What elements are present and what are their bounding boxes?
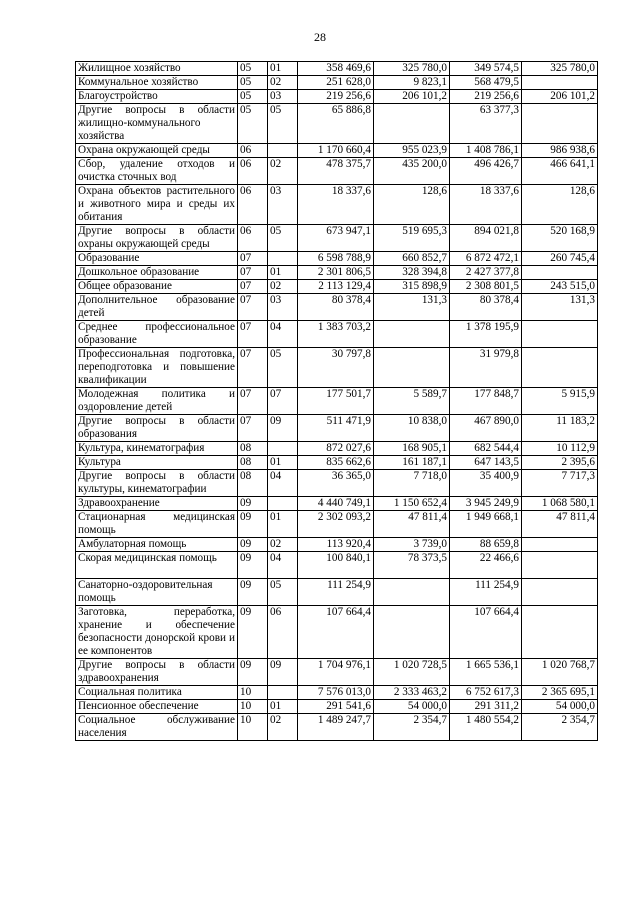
value-4: 2 365 695,1	[522, 686, 598, 700]
value-2: 128,6	[374, 185, 450, 225]
value-3: 496 426,7	[450, 158, 522, 185]
page-number: 28	[314, 30, 326, 44]
value-1: 1 383 703,2	[298, 321, 374, 348]
value-1: 107 664,4	[298, 606, 374, 659]
value-2: 519 695,3	[374, 225, 450, 252]
value-1: 1 489 247,7	[298, 714, 374, 741]
section-code: 10	[238, 714, 268, 741]
value-2: 131,3	[374, 294, 450, 321]
section-code: 09	[238, 606, 268, 659]
table-row	[76, 294, 598, 321]
section-code: 07	[238, 266, 268, 280]
value-4: 243 515,0	[522, 280, 598, 294]
subsection-code: 04	[268, 470, 298, 497]
section-code: 07	[238, 388, 268, 415]
value-1: 2 302 093,2	[298, 511, 374, 538]
section-code: 05	[238, 104, 268, 144]
table-row	[76, 415, 598, 442]
row-name: Культура	[76, 456, 238, 470]
value-2: 168 905,1	[374, 442, 450, 456]
value-3: 647 143,5	[450, 456, 522, 470]
value-1: 2 113 129,4	[298, 280, 374, 294]
table-row	[76, 442, 598, 456]
row-name: Дополнительное образование детей	[76, 294, 238, 321]
table-row	[76, 606, 598, 659]
section-code: 06	[238, 158, 268, 185]
value-2: 161 187,1	[374, 456, 450, 470]
value-1: 4 440 749,1	[298, 497, 374, 511]
value-2: 660 852,7	[374, 252, 450, 266]
value-2: 435 200,0	[374, 158, 450, 185]
section-code: 07	[238, 415, 268, 442]
row-name: Образование	[76, 252, 238, 266]
value-1: 872 027,6	[298, 442, 374, 456]
value-1: 113 920,4	[298, 538, 374, 552]
subsection-code: 05	[268, 104, 298, 144]
section-code: 09	[238, 497, 268, 511]
section-code: 06	[238, 185, 268, 225]
subsection-code: 05	[268, 348, 298, 388]
subsection-code: 01	[268, 62, 298, 76]
table-row	[76, 700, 598, 714]
row-name: Другие вопросы в области охраны окружающей среды	[76, 225, 238, 252]
value-2: 78 373,5	[374, 552, 450, 579]
value-2: 7 718,0	[374, 470, 450, 497]
subsection-code: 03	[268, 90, 298, 104]
value-2: 54 000,0	[374, 700, 450, 714]
value-3: 6 872 472,1	[450, 252, 522, 266]
value-2	[374, 606, 450, 659]
value-4	[522, 76, 598, 90]
value-2: 10 838,0	[374, 415, 450, 442]
value-3: 1 949 668,1	[450, 511, 522, 538]
subsection-code: 09	[268, 415, 298, 442]
value-4	[522, 266, 598, 280]
subsection-code: 03	[268, 294, 298, 321]
row-name: Культура, кинематография	[76, 442, 238, 456]
value-4	[522, 104, 598, 144]
value-1: 7 576 013,0	[298, 686, 374, 700]
row-name: Профессиональная подготовка, переподготовка и повышение квалификации	[76, 348, 238, 388]
value-4: 2 354,7	[522, 714, 598, 741]
table-row	[76, 497, 598, 511]
section-code: 07	[238, 348, 268, 388]
subsection-code: 09	[268, 659, 298, 686]
table-row	[76, 456, 598, 470]
subsection-code: 02	[268, 538, 298, 552]
table-row	[76, 511, 598, 538]
section-code: 09	[238, 579, 268, 606]
row-name: Социальное обслуживание населения	[76, 714, 238, 741]
subsection-code: 04	[268, 321, 298, 348]
value-3: 3 945 249,9	[450, 497, 522, 511]
value-4: 47 811,4	[522, 511, 598, 538]
value-1: 30 797,8	[298, 348, 374, 388]
subsection-code: 04	[268, 552, 298, 579]
row-name: Стационарная медицинская помощь	[76, 511, 238, 538]
row-name: Дошкольное образование	[76, 266, 238, 280]
value-2: 315 898,9	[374, 280, 450, 294]
subsection-code: 01	[268, 511, 298, 538]
value-1: 251 628,0	[298, 76, 374, 90]
value-4: 520 168,9	[522, 225, 598, 252]
section-code: 10	[238, 686, 268, 700]
section-code: 09	[238, 538, 268, 552]
table-row	[76, 321, 598, 348]
subsection-code: 01	[268, 266, 298, 280]
section-code: 08	[238, 442, 268, 456]
subsection-code: 01	[268, 700, 298, 714]
value-1: 511 471,9	[298, 415, 374, 442]
value-4: 10 112,9	[522, 442, 598, 456]
value-3: 291 311,2	[450, 700, 522, 714]
value-3: 177 848,7	[450, 388, 522, 415]
value-4: 2 395,6	[522, 456, 598, 470]
value-3: 80 378,4	[450, 294, 522, 321]
row-name: Социальная политика	[76, 686, 238, 700]
subsection-code: 02	[268, 714, 298, 741]
value-1: 80 378,4	[298, 294, 374, 321]
value-1: 36 365,0	[298, 470, 374, 497]
table-row	[76, 185, 598, 225]
value-4: 11 183,2	[522, 415, 598, 442]
row-name: Другие вопросы в области здравоохранения	[76, 659, 238, 686]
value-1: 219 256,6	[298, 90, 374, 104]
table-row	[76, 714, 598, 741]
value-2: 5 589,7	[374, 388, 450, 415]
value-2: 325 780,0	[374, 62, 450, 76]
value-3: 568 479,5	[450, 76, 522, 90]
row-name: Здравоохранение	[76, 497, 238, 511]
subsection-code: 01	[268, 456, 298, 470]
value-3: 88 659,8	[450, 538, 522, 552]
value-3: 63 377,3	[450, 104, 522, 144]
value-1: 18 337,6	[298, 185, 374, 225]
section-code: 06	[238, 144, 268, 158]
value-3: 894 021,8	[450, 225, 522, 252]
row-name: Молодежная политика и оздоровление детей	[76, 388, 238, 415]
value-1: 673 947,1	[298, 225, 374, 252]
table-row	[76, 686, 598, 700]
value-4: 7 717,3	[522, 470, 598, 497]
value-1: 1 704 976,1	[298, 659, 374, 686]
subsection-code	[268, 686, 298, 700]
value-4: 466 641,1	[522, 158, 598, 185]
value-4: 1 020 768,7	[522, 659, 598, 686]
value-2	[374, 579, 450, 606]
value-3: 467 890,0	[450, 415, 522, 442]
subsection-code: 02	[268, 280, 298, 294]
value-3: 31 979,8	[450, 348, 522, 388]
value-3: 2 427 377,8	[450, 266, 522, 280]
subsection-code: 03	[268, 185, 298, 225]
value-4: 131,3	[522, 294, 598, 321]
subsection-code	[268, 442, 298, 456]
section-code: 06	[238, 225, 268, 252]
table-row	[76, 552, 598, 579]
value-2: 1 150 652,4	[374, 497, 450, 511]
section-code: 08	[238, 456, 268, 470]
section-code: 09	[238, 511, 268, 538]
value-2: 47 811,4	[374, 511, 450, 538]
subsection-code: 05	[268, 579, 298, 606]
section-code: 07	[238, 321, 268, 348]
row-name: Коммунальное хозяйство	[76, 76, 238, 90]
value-2: 955 023,9	[374, 144, 450, 158]
row-name: Заготовка, переработка, хранение и обеспечение безопасности донорской крови и ее компонентов	[76, 606, 238, 659]
value-3: 349 574,5	[450, 62, 522, 76]
value-4: 54 000,0	[522, 700, 598, 714]
table-row	[76, 280, 598, 294]
value-4	[522, 538, 598, 552]
section-code: 09	[238, 552, 268, 579]
value-2: 206 101,2	[374, 90, 450, 104]
table-row	[76, 659, 598, 686]
value-3: 22 466,6	[450, 552, 522, 579]
value-4: 128,6	[522, 185, 598, 225]
subsection-code	[268, 252, 298, 266]
section-code: 07	[238, 294, 268, 321]
row-name: Санаторно-оздоровительная помощь	[76, 579, 238, 606]
section-code: 05	[238, 76, 268, 90]
value-2: 9 823,1	[374, 76, 450, 90]
value-2: 2 354,7	[374, 714, 450, 741]
value-4	[522, 552, 598, 579]
table-row	[76, 90, 598, 104]
row-name: Пенсионное обеспечение	[76, 700, 238, 714]
value-4	[522, 579, 598, 606]
table-row	[76, 158, 598, 185]
budget-table	[75, 61, 598, 741]
section-code: 10	[238, 700, 268, 714]
value-4: 1 068 580,1	[522, 497, 598, 511]
value-2	[374, 321, 450, 348]
table-row	[76, 225, 598, 252]
subsection-code: 07	[268, 388, 298, 415]
value-1: 2 301 806,5	[298, 266, 374, 280]
value-3: 35 400,9	[450, 470, 522, 497]
value-3: 18 337,6	[450, 185, 522, 225]
table-row	[76, 62, 598, 76]
row-name: Жилищное хозяйство	[76, 62, 238, 76]
row-name: Охрана окружающей среды	[76, 144, 238, 158]
value-1: 65 886,8	[298, 104, 374, 144]
table-row	[76, 388, 598, 415]
value-4	[522, 606, 598, 659]
value-3: 2 308 801,5	[450, 280, 522, 294]
row-name: Другие вопросы в области жилищно-коммунального хозяйства	[76, 104, 238, 144]
value-1: 478 375,7	[298, 158, 374, 185]
table-row	[76, 348, 598, 388]
value-2: 2 333 463,2	[374, 686, 450, 700]
subsection-code: 02	[268, 76, 298, 90]
section-code: 08	[238, 470, 268, 497]
value-3: 1 480 554,2	[450, 714, 522, 741]
value-3: 107 664,4	[450, 606, 522, 659]
table-row	[76, 76, 598, 90]
subsection-code	[268, 144, 298, 158]
subsection-code	[268, 497, 298, 511]
row-name: Общее образование	[76, 280, 238, 294]
value-3: 1 665 536,1	[450, 659, 522, 686]
table-row	[76, 538, 598, 552]
value-4: 325 780,0	[522, 62, 598, 76]
value-3: 219 256,6	[450, 90, 522, 104]
value-4: 986 938,6	[522, 144, 598, 158]
row-name: Амбулаторная помощь	[76, 538, 238, 552]
row-name: Среднее профессиональное образование	[76, 321, 238, 348]
value-4	[522, 348, 598, 388]
table-row	[76, 579, 598, 606]
value-3: 682 544,4	[450, 442, 522, 456]
value-2: 3 739,0	[374, 538, 450, 552]
table-row	[76, 470, 598, 497]
row-name: Благоустройство	[76, 90, 238, 104]
value-3: 111 254,9	[450, 579, 522, 606]
value-2	[374, 104, 450, 144]
subsection-code: 05	[268, 225, 298, 252]
row-name: Скорая медицинская помощь	[76, 552, 238, 579]
value-1: 177 501,7	[298, 388, 374, 415]
value-4	[522, 321, 598, 348]
value-3: 6 752 617,3	[450, 686, 522, 700]
table-row	[76, 104, 598, 144]
value-1: 291 541,6	[298, 700, 374, 714]
value-1: 1 170 660,4	[298, 144, 374, 158]
value-2: 328 394,8	[374, 266, 450, 280]
section-code: 07	[238, 252, 268, 266]
subsection-code: 06	[268, 606, 298, 659]
section-code: 07	[238, 280, 268, 294]
table-row	[76, 252, 598, 266]
value-4: 206 101,2	[522, 90, 598, 104]
value-3: 1 378 195,9	[450, 321, 522, 348]
row-name: Другие вопросы в области образования	[76, 415, 238, 442]
subsection-code: 02	[268, 158, 298, 185]
section-code: 09	[238, 659, 268, 686]
value-2: 1 020 728,5	[374, 659, 450, 686]
table-row	[76, 144, 598, 158]
value-4: 5 915,9	[522, 388, 598, 415]
row-name: Сбор, удаление отходов и очистка сточных вод	[76, 158, 238, 185]
value-1: 111 254,9	[298, 579, 374, 606]
value-2	[374, 348, 450, 388]
value-1: 6 598 788,9	[298, 252, 374, 266]
value-4: 260 745,4	[522, 252, 598, 266]
section-code: 05	[238, 90, 268, 104]
row-name: Охрана объектов растительного и животного мира и среды их обитания	[76, 185, 238, 225]
row-name: Другие вопросы в области культуры, кинематографии	[76, 470, 238, 497]
value-1: 835 662,6	[298, 456, 374, 470]
value-1: 358 469,6	[298, 62, 374, 76]
section-code: 05	[238, 62, 268, 76]
value-1: 100 840,1	[298, 552, 374, 579]
value-3: 1 408 786,1	[450, 144, 522, 158]
table-row	[76, 266, 598, 280]
